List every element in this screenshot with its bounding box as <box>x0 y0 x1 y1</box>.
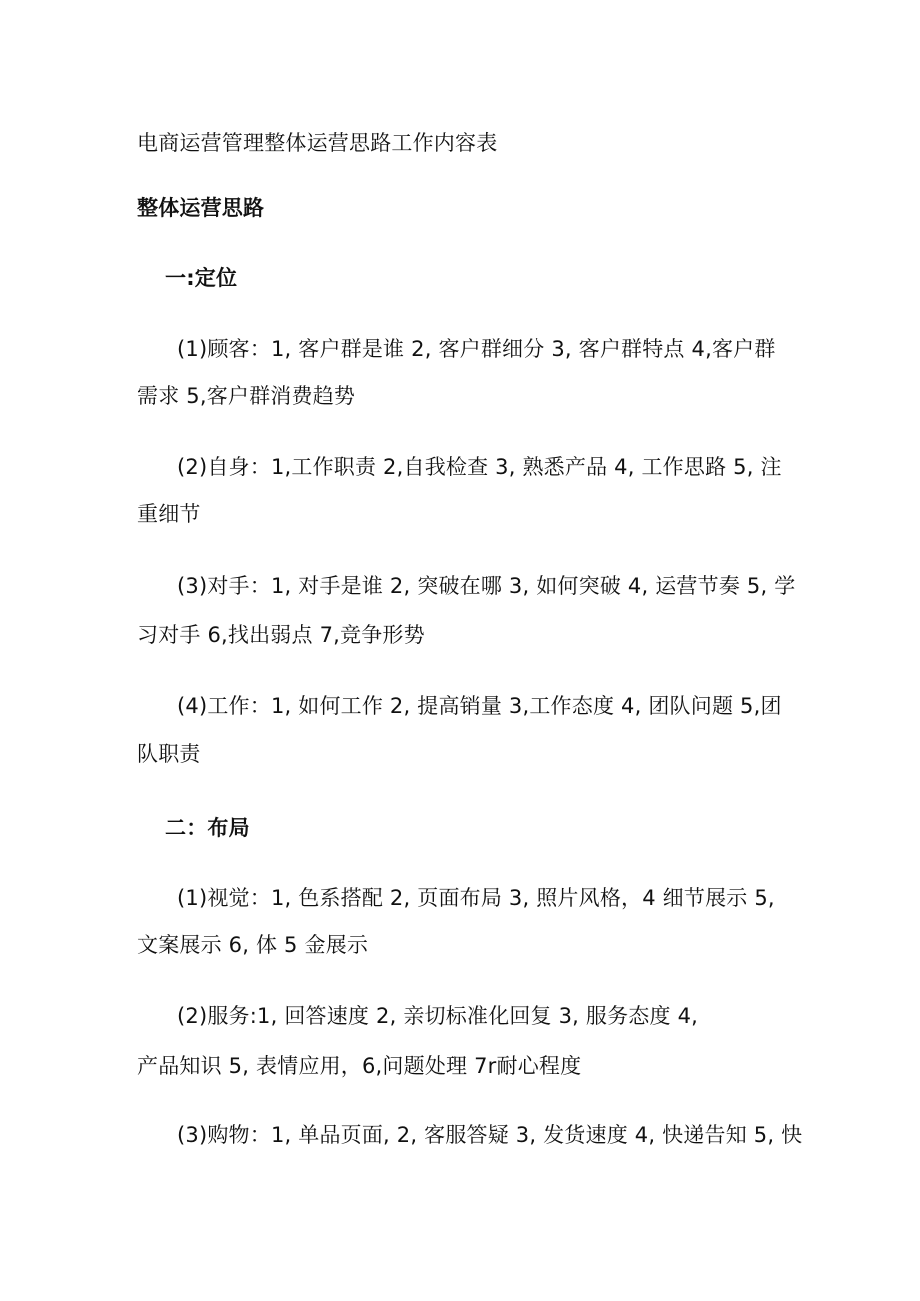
list-item-line: (3)购物：1, 单品页面, 2, 客服答疑 3, 发货速度 4, 快递告知 5, 快 <box>177 1123 803 1147</box>
list-item-line: (1)顾客：1, 客户群是谁 2, 客户群细分 3, 客户群特点 4,客户群 <box>177 337 776 361</box>
section-heading-layout: 二：布局 <box>165 816 250 840</box>
section-heading-positioning: 一:定位 <box>165 266 238 290</box>
list-item-line: 需求 5,客户群消费趋势 <box>137 384 356 408</box>
list-item-line: 重细节 <box>137 502 201 526</box>
list-item-line: 文案展示 6, 体 5 金展示 <box>137 933 369 957</box>
document-title: 电商运营管理整体运营思路工作内容表 <box>137 131 498 155</box>
list-item-line: 产品知识 5, 表情应用，6,问题处理 7r耐心程度 <box>137 1054 582 1078</box>
list-item-line: (2)自身：1,工作职责 2,自我检查 3, 熟悉产品 4, 工作思路 5, 注 <box>177 455 782 479</box>
section-subtitle: 整体运营思路 <box>137 196 265 220</box>
list-item-line: (3)对手：1, 对手是谁 2, 突破在哪 3, 如何突破 4, 运营节奏 5, 学 <box>177 574 796 598</box>
list-item-line: (4)工作：1, 如何工作 2, 提高销量 3,工作态度 4, 团队问题 5,团 <box>177 694 782 718</box>
list-item-line: 习对手 6,找出弱点 7,竞争形势 <box>137 623 425 647</box>
list-item-line: (1)视觉：1, 色系搭配 2, 页面布局 3, 照片风格，4 细节展示 5, <box>177 886 775 910</box>
list-item-line: 队职责 <box>137 742 201 766</box>
list-item-line: (2)服务:1, 回答速度 2, 亲切标准化回复 3, 服务态度 4, <box>177 1004 699 1028</box>
